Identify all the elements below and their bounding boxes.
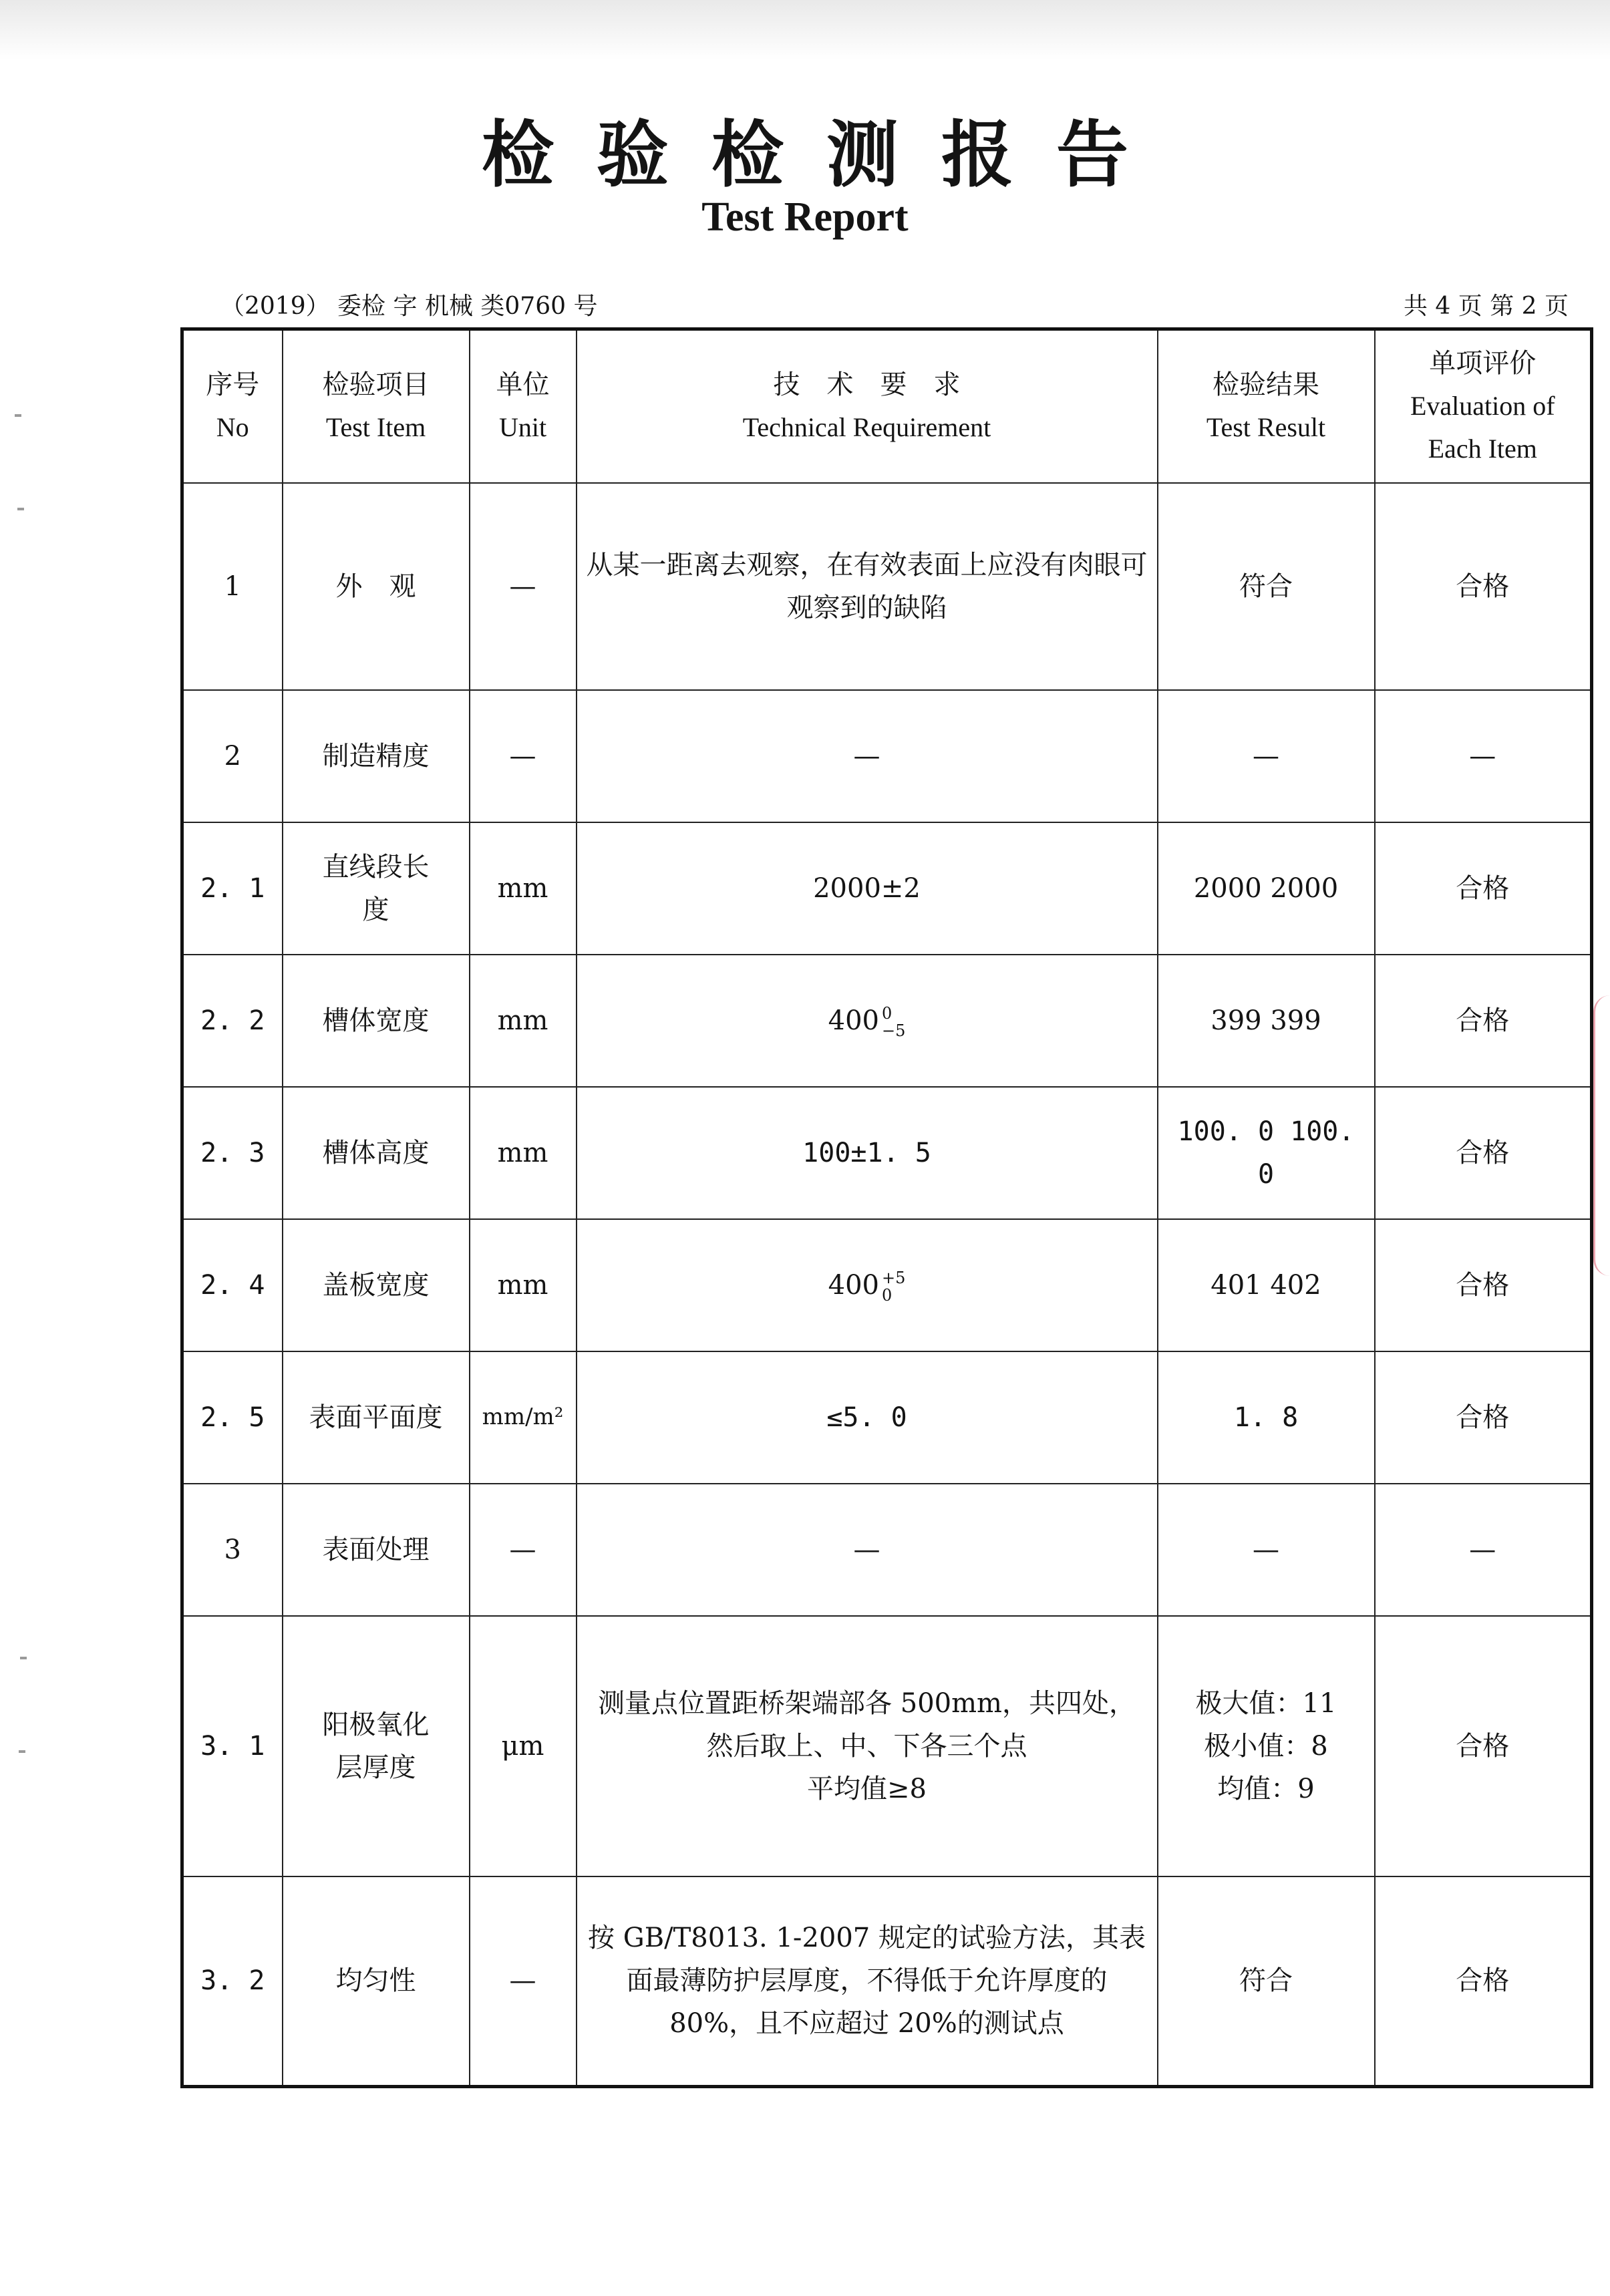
- cell-result: 符合: [1158, 1876, 1375, 2087]
- cell-result: 1. 8: [1158, 1351, 1375, 1484]
- cell-unit: mm: [470, 822, 577, 955]
- cell-no: 2. 2: [182, 955, 283, 1087]
- table-row: [182, 1087, 1592, 1219]
- cell-requirement: —: [577, 1484, 1158, 1616]
- cell-no: 2. 5: [182, 1351, 283, 1484]
- cell-requirement: [577, 1219, 1158, 1351]
- header-evaluation: 单项评价 Evaluation of Each Item: [1375, 329, 1592, 483]
- header-no: 序号 No: [182, 329, 283, 483]
- cell-requirement: 从某一距离去观察，在有效表面上应没有肉眼可观察到的缺陷: [577, 483, 1158, 690]
- tolerance-upper: 0: [881, 1004, 893, 1023]
- scan-margin-mark: [19, 1750, 25, 1753]
- requirement-nominal: 400: [828, 1269, 879, 1301]
- cell-result: 符合: [1158, 483, 1375, 690]
- requirement-nominal: 400: [828, 1005, 879, 1036]
- table-row: [182, 1876, 1592, 2087]
- cell-item: 槽体宽度: [283, 955, 470, 1087]
- cell-evaluation: —: [1375, 1484, 1592, 1616]
- cell-result: 401 402: [1158, 1219, 1375, 1351]
- header-unit: 单位 Unit: [470, 329, 577, 483]
- cell-unit: —: [470, 690, 577, 822]
- header-test-item: 检验项目 Test Item: [283, 329, 470, 483]
- cell-requirement: 按 GB/T8013. 1-2007 规定的试验方法，其表面最薄防护层厚度，不得低于允许厚度的 80%，且不应超过 20%的测试点: [577, 1876, 1158, 2087]
- cell-item: 外 观: [283, 483, 470, 690]
- cell-item: 盖板宽度: [283, 1219, 470, 1351]
- cell-no: 3. 1: [182, 1616, 283, 1876]
- cell-unit: mm: [470, 1219, 577, 1351]
- cell-evaluation: 合格: [1375, 822, 1592, 955]
- cell-unit: —: [470, 1484, 577, 1616]
- tolerance: [882, 1270, 905, 1303]
- cell-evaluation: 合格: [1375, 483, 1592, 690]
- table-row: [182, 1484, 1592, 1616]
- cell-evaluation: 合格: [1375, 1616, 1592, 1876]
- scan-margin-mark: [20, 1657, 27, 1659]
- requirement-line: 测量点位置距桥架端部各 500mm，共四处，: [598, 1687, 1136, 1719]
- cell-item: 表面处理: [283, 1484, 470, 1616]
- cell-item: 槽体高度: [283, 1087, 470, 1219]
- cell-item: 直线段长度: [283, 822, 470, 955]
- header-test-result: 检验结果 Test Result: [1158, 329, 1375, 483]
- cell-item: 阳极氧化层厚度: [283, 1616, 470, 1876]
- cell-requirement: ≤5. 0: [577, 1351, 1158, 1484]
- cell-evaluation: 合格: [1375, 1219, 1592, 1351]
- table-row: [182, 1351, 1592, 1484]
- cell-requirement: [577, 955, 1158, 1087]
- table-row: [182, 955, 1592, 1087]
- document-number: （2019） 委检 字 机械 类0760 号: [220, 293, 598, 320]
- cell-item: 均匀性: [283, 1876, 470, 2087]
- cell-unit: mm: [470, 955, 577, 1087]
- cell-result: —: [1158, 1484, 1375, 1616]
- cell-result: 2000 2000: [1158, 822, 1375, 955]
- cell-result: 399 399: [1158, 955, 1375, 1087]
- requirement-line: 平均值≥8: [807, 1773, 927, 1804]
- scan-margin-mark: [17, 508, 24, 510]
- cell-no: 1: [182, 483, 283, 690]
- header-technical-requirement: 技 术 要 求 Technical Requirement: [577, 329, 1158, 483]
- cell-evaluation: 合格: [1375, 1351, 1592, 1484]
- cell-unit: —: [470, 1876, 577, 2087]
- cell-evaluation: —: [1375, 690, 1592, 822]
- report-title-english: Test Report: [701, 194, 909, 240]
- cell-result: [1158, 1616, 1375, 1876]
- cell-evaluation: 合格: [1375, 1876, 1592, 2087]
- requirement-line: 然后取上、中、下各三个点: [706, 1730, 1027, 1762]
- result-min: 极小值：8: [1204, 1730, 1328, 1762]
- cell-evaluation: 合格: [1375, 1087, 1592, 1219]
- test-report-table: [180, 327, 1593, 2088]
- cell-requirement: [577, 1616, 1158, 1876]
- cell-unit: mm: [470, 1087, 577, 1219]
- result-max: 极大值：11: [1195, 1687, 1337, 1719]
- cell-unit: —: [470, 483, 577, 690]
- cell-no: 3. 2: [182, 1876, 283, 2087]
- report-title-chinese: 检验检测报告: [481, 114, 1171, 197]
- tolerance: [882, 1005, 905, 1039]
- table-row: [182, 1616, 1592, 1876]
- scan-margin-mark: [15, 414, 21, 417]
- tolerance-lower: 0: [881, 1285, 893, 1305]
- cell-requirement: 2000±2: [577, 822, 1158, 955]
- table-row: [182, 483, 1592, 690]
- stamp-edge-mark: [1593, 995, 1610, 1276]
- cell-no: 2. 3: [182, 1087, 283, 1219]
- cell-no: 2. 4: [182, 1219, 283, 1351]
- cell-requirement: 100±1. 5: [577, 1087, 1158, 1219]
- result-average: 均值：9: [1217, 1773, 1315, 1804]
- table-row: [182, 1219, 1592, 1351]
- cell-item: 表面平面度: [283, 1351, 470, 1484]
- cell-item: 制造精度: [283, 690, 470, 822]
- table-row: [182, 690, 1592, 822]
- table-header-row: [182, 329, 1592, 483]
- cell-evaluation: 合格: [1375, 955, 1592, 1087]
- tolerance-lower: −5: [881, 1021, 906, 1040]
- table-row: [182, 822, 1592, 955]
- cell-no: 3: [182, 1484, 283, 1616]
- cell-result: —: [1158, 690, 1375, 822]
- page-indicator: 共 4 页 第 2 页: [1403, 293, 1569, 320]
- cell-unit: μm: [470, 1616, 577, 1876]
- tolerance-upper: +5: [881, 1269, 906, 1288]
- cell-result: 100. 0 100. 0: [1158, 1087, 1375, 1219]
- cell-unit: mm/m²: [470, 1351, 577, 1484]
- scan-shadow: [0, 0, 1610, 60]
- cell-requirement: —: [577, 690, 1158, 822]
- cell-no: 2. 1: [182, 822, 283, 955]
- cell-no: 2: [182, 690, 283, 822]
